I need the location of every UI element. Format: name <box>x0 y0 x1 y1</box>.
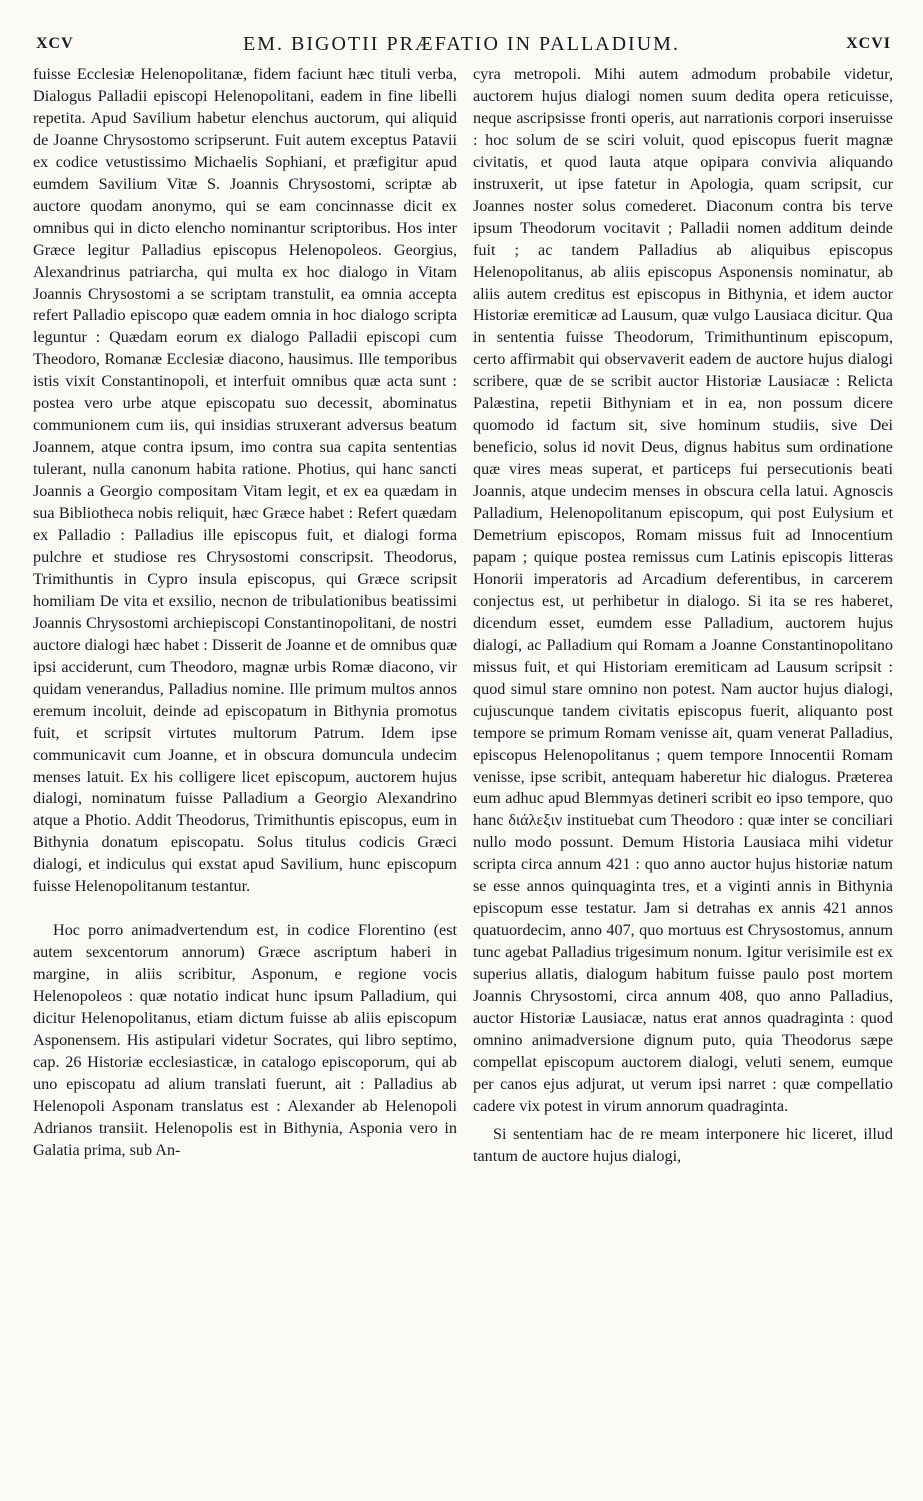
left-paragraph-2: Hoc porro animadvertendum est, in codice Florentino (est autem sexcentorum annorum) Græce ascriptum haberi in margine, in aliis scribitur, Asponum, e regione vocis Helenopoleos : quæ notatio indicat hunc ipsum Palladium, qui dicitur Helenopolitanus, etiam dictum fuisse ab aliis episcopum Asponensem. His astipulari videtur Socrates, qui libro septimo, cap. 26 Historiæ ecclesiasticæ, in catalogo episcoporum, qui ab uno episcopatu ad alium translati fuerunt, ait : Palladius ab Helenopoli Asponam translatus est : Alexander ab Helenopoli Adrianos transiit. Helenopolis est in Bithynia, Asponia vero in Galatia prima, sub An- <box>33 921 457 1159</box>
right-paragraph-1: cyra metropoli. Mihi autem admodum probabile videtur, auctorem hujus dialogi nomen suum dedita opera reticuisse, neque ascripsisse fronti operis, aut narrationis corpori inseruisse : hoc solum de se sciri voluit, quod episcopus fuerit magnæ civitatis, et quod lauta atque opipara convivia aliquando instruxerit, ut ipse fatetur in Apologia, quam scripsit, cur Joannes noster solus comederet. Diaconum contra bis terve ipsum Theodorum vocitavit ; Palladii nomen additum deinde fuit ; ac tandem Palladius ab aliquibus episcopus Helenopolitanus, ab aliis episcopus Asponensis nominatur, ab aliis autem creditus est episcopus in Bithynia, et idem auctor Historiæ eremiticæ ad Lausum, quæ vulgo Lausiaca dicitur. Qua in sententia fuisse Theodorum, Trimithuntinum episcopum, certo affirmabit qui observaverit eadem de auctore hujus dialogi scribere, quæ de se scribit auctor Historiæ Lausiacæ : Relicta Palæstina, repetii Bithyniam et in ea, non possum dicere quomodo id factum sit, sive hominum studiis, sive Dei beneficio, solus id novit Deus, dignus habitus sum ordinatione quæ vires meas superat, et particeps fui persecutionis beati Joannis, atque undecim menses in obscura cella latui. Agnoscis Palladium, Helenopolitanum episcopum, qui post Eulysium et Demetrium episcopos, Romam missus fuit ad Innocentium papam ; quique postea remissus cum Latinis episcopis litteras Honorii imperatoris ad Arcadium deferentibus, in carcerem conjectus est, ut perhibetur in dialogo. Si ita se res haberet, dicendum esset, eumdem esse Palladium, auctorem hujus dialogi, ac Palladium qui Romam a Joanne Constantinopolitano missus fuit, et qui Historiam eremiticam ad Lausum scripsit : quod simul stare omnino non potest. Nam auctor hujus dialogi, cujuscunque tandem civitatis episcopus fuerit, aliquanto post tempore se primum Romam venisse ait, quam venerat Palladius, episcopus Helenopolitanus ; quem tempore Innocentii Romam venisse, ipse scribit, antequam haberetur hic dialogus. Præterea eum adhuc apud Blemmyas detineri scribit eo ipso tempore, quo hanc διάλεξιν instituebat cum Theodoro : quæ inter se conciliari nullo modo possunt. Demum Historia Lausiaca mihi videtur scripta circa annum 421 : quo anno auctor hujus historiæ natum se esse annos quinquaginta tres, et a viginti annis in Bithynia episcopum esse testatur. Jam si detrahas ex annis 421 annos quatuordecim, anno 407, quo mortuus est Chrysostomus, annum tunc agebat Palladius trigesimum nonum. Igitur verisimile est ex superius allatis, dialogum habitum fuisse paulo post mortem Joannis Chrysostomi, circa annum 408, quo anno Palladius, auctor Historiæ Lausiacæ, natus erat annos quadraginta : quod omnino animadversione dignum puto, quia Theodorus sæpe compellat episcopum auctorem dialogi, veluti senem, eumque per canos ejus adjurat, ut verum ipsi narret : quæ compellatio cadere vix potest in virum annorum quadraginta. <box>473 65 893 1115</box>
left-column <box>33 64 457 1162</box>
page-number-right: XCVI <box>846 35 891 52</box>
left-paragraph-1: fuisse Ecclesiæ Helenopolitanæ, fidem faciunt hæc tituli verba, Dialogus Palladii episcopi Helenopolitani, eadem in fine libelli repetita. Apud Savilium habetur elenchus auctorum, qui aliquid de Joanne Chrysostomo scripserunt. Fuit autem exceptus Patavii ex codice vetustissimo Michaelis Sophiani, et præfigitur apud eumdem Savilium Vitæ S. Joannis Chrysostomi, scriptæ ab auctore quodam anonymo, qui se eam concinnasse dicit ex omnibus qui in dicto elencho nominantur scriptoribus. Hos inter Græce legitur Palladius episcopus Helenopoleos. Georgius, Alexandrinus patriarcha, qui multa ex hoc dialogo in Vitam Joannis Chrysostomi a se scriptam transtulit, ea omnia accepta refert Palladio episcopo quæ eadem omnia in hoc dialogo scripta leguntur : Quædam eorum ex dialogo Palladii episcopi cum Theodoro, Romanæ Ecclesiæ diacono, hausimus. Ille temporibus istis vixit Constantinopoli, et interfuit omnibus quæ acta sunt : postea vero urbe atque episcopatu suo decessit, abominatus communionem cum iis, qui insidias struxerant adversus beatum Joannem, atque contra ipsum, imo contra sua capita sententias tulerant, nulla canonum habita ratione. Photius, qui hanc sancti Joannis a Georgio compositam Vitam legit, et ex ea quædam in sua Bibliotheca nobis reliquit, hæc Græce habet : Refert quædam ex Palladio : Palladius ille episcopus fuit, et dialogi forma pulchre et studiose res Chrysostomi conscripsit. Theodorus, Trimithuntis in Cypro insula episcopus, qui Græce scripsit homiliam De vita et exsilio, necnon de tribulationibus beatissimi Joannis Chrysostomi archiepiscopi Constantinopolitani, de nostri auctore dialogi hæc habet : Disserit de Joanne et de omnibus quæ ipsi acciderunt, cum Theodoro, magnæ urbis Romæ diacono, vir quidam venerandus, Palladius nomine. Ille primum multos annos eremum incoluit, deinde ad episcopatum in Bithynia promotus fuit, et scripsit virtutes multorum Patrum. Idem ipse communicavit cum Joanne, et in obscura domuncula undecim menses latuit. Ex his colligere licet episcopum, auctorem hujus dialogi, nominatum fuisse Palladium a Georgio Alexandrino atque a Photio. Addit Theodorus, Trimithuntis episcopus, eum in Bithynia donatum episcopatu. Solus titulus codicis Græci dialogi, et indiculus qui exstat apud Savilium, hunc episcopum fuisse Helenopolitanum testantur. <box>33 65 457 896</box>
page-number-left: XCV <box>36 35 74 52</box>
running-title: EM. BIGOTII PRÆFATIO IN PALLADIUM. <box>243 33 680 55</box>
right-paragraph-2: Si sententiam hac de re meam interponere hic liceret, illud tantum de auctore hujus dialogi, <box>473 1124 893 1165</box>
running-header <box>0 33 923 63</box>
right-column <box>473 64 893 1168</box>
